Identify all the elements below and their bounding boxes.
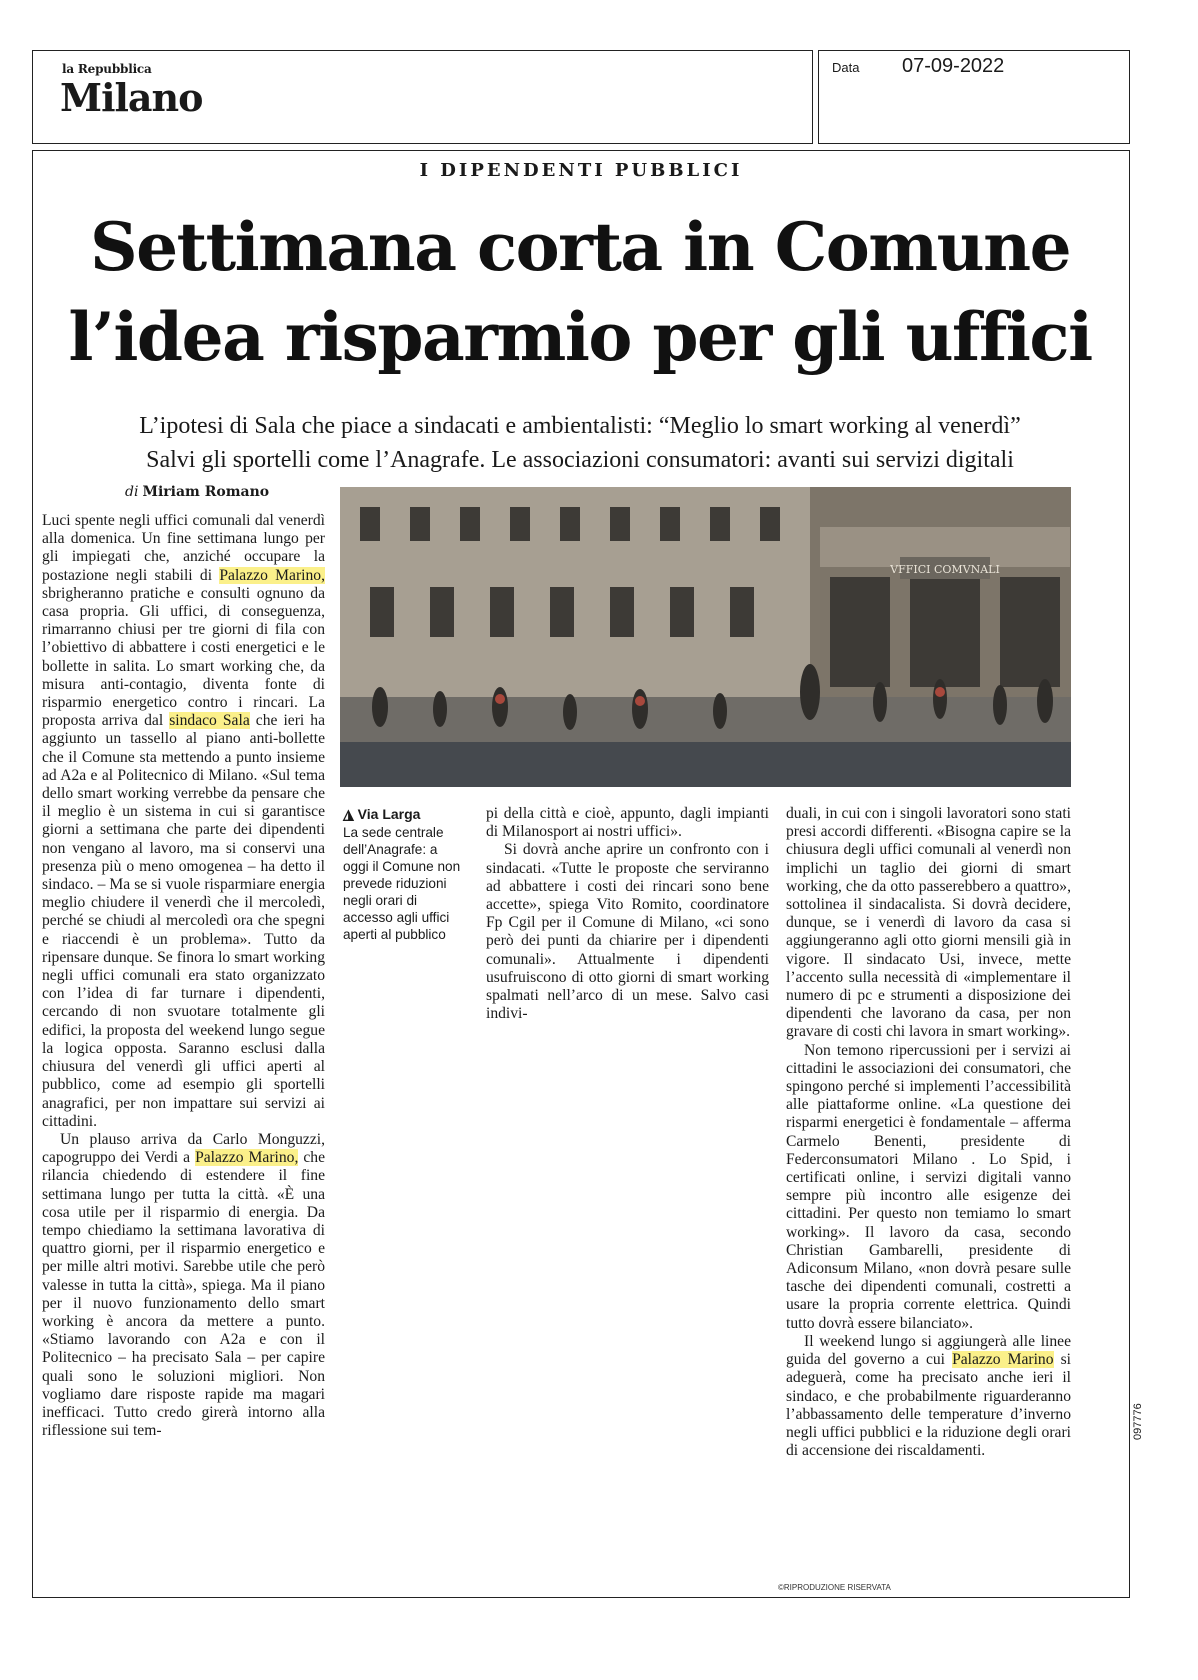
text-run: che ieri ha aggiunto un tassello al piano anti-bollette che il Comune sta mettendo a punto insieme ad A2a e al Politecnico di Milano. «Sul tema dello smart working verrebbe da pensare che il meglio è un sistema in cui si garantisce giorni a settimana che parte dei dipendenti non vengano al lavoro, ma si conservi una presenza più o meno omogenea – ha detto il sindaco. – Ma se si vuole risparmiare energia meglio chiudere il venerdì che il mercoledì, perché se chiudi al mercoledì ora che spegni e riaccendi è un problema». Tutto da ripensare dunque. Se finora lo smart working negli uffici comunali era stato organizzato con l’idea di far turnare i dipendenti, cercando di non svuotare totalmente gli edifici, la proposta del weekend lungo segue la logica opposta. Saranno esclusi dalla chiusura del venerdì gli uffici aperti al pubblico, come ad esempio gli sportelli anagrafici, per non impattare sui servizi ai cittadini. bbox=[42, 712, 325, 1130]
byline bbox=[125, 484, 269, 500]
paragraph bbox=[42, 512, 325, 1131]
text-run: che rilancia chiedendo di estendere il fine settimana lungo per tutta la città. «È una cosa utile per il risparmio di energia. Da tempo chiediamo la settimana lavorativa di quattro giorni, per il risparmio energetico e per mille altri motivi. Sarebbe utile che però valesse in tutta la città», spiega. Ma il piano per il nuovo funzionamento dello smart working è ancora da mettere a punto. «Stiamo lavorando con A2a e con il Politecnico – ha precisato Sala – per capire quali sono le soluzioni migliori. Non vogliamo dare risposte rapide ma magari inefficaci. Tutto credo girerà intorno alla riflessione sui tem- bbox=[42, 1149, 325, 1440]
article-column-1 bbox=[42, 512, 325, 1440]
paragraph bbox=[786, 1333, 1071, 1460]
text-run: sbrigheranno pratiche e consulti ognuno da casa propria. Gli uffici, di conseguenza, rimarranno chiusi per tre giorni di fila con l’obiettivo di abbattere i costi energetici e le bollette in salita. Lo smart working che, da misura anti-contagio, diventa fonte di risparmio energetico contro i rincari. La proposta arriva dal bbox=[42, 584, 325, 730]
text-run: Luci spente negli uffici comunali dal venerdì alla domenica. Un fine settimana lungo per gli impiegati che, anziché occupare la postazione negli stabili di bbox=[42, 512, 325, 584]
triangle-pointer-icon: ◮ bbox=[343, 806, 354, 822]
headline-line-1: Settimana corta in Comune bbox=[89, 208, 1071, 286]
date-label: Data bbox=[832, 60, 860, 75]
building-sign: VFFICI COMVNALI bbox=[890, 563, 1000, 576]
paragraph bbox=[42, 1131, 325, 1440]
photo-caption-title bbox=[343, 806, 420, 823]
article-photo bbox=[340, 487, 1071, 787]
edition-name: Milano bbox=[60, 75, 203, 120]
highlighted-text: sindaco Sala bbox=[169, 712, 250, 730]
paragraph: Si dovrà anche aprire un confronto con i sindacati. «Tutte le proposte che serviranno ad abbattere i costi dei rincari sono bene accette», spiega Vito Romito, coordinatore Fp Cgil per il Comune di Milano, «ci sono però dei punti da chiarire per i dipendenti comunali». Attualmente i dipendenti usufruiscono di otto giorni di smart working spalmati nell’arco di un mese. Salvo casi indivi- bbox=[486, 841, 769, 1023]
article-column-4 bbox=[786, 805, 1071, 1460]
article-kicker: I DIPENDENTI PUBBLICI bbox=[419, 160, 743, 181]
paragraph: Non temono ripercussioni per i servizi ai cittadini le associazioni dei consumatori, che spingono perché si implementi l’accessibilità alle piattaforme online. «La questione dei risparmi energetici è fondamentale – afferma Carmelo Benenti, presidente di Federconsumatori Milano . Lo Spid, i certificati online, i servizi digitali vanno sempre più incontro alle esigenze dei cittadini. Per questo non temiamo lo smart working». Il lavoro da casa, secondo Christian Gambarelli, presidente di Adiconsum Milano, «non dovrà pesare sulle tasche dei dipendenti comunali, costretti a usare la propria corrente elettrica. Quindi tutto dovrà essere bilanciato». bbox=[786, 1041, 1071, 1332]
building-photo-illustration bbox=[340, 487, 1071, 787]
paper-name: la Repubblica bbox=[62, 62, 152, 76]
highlighted-text: Palazzo Marino, bbox=[219, 566, 325, 584]
highlighted-text: Palazzo Marino, bbox=[195, 1149, 299, 1167]
copyright-notice: ©RIPRODUZIONE RISERVATA bbox=[778, 1583, 891, 1592]
text-run: Il weekend lungo si aggiungerà alle linee guida del governo a cui bbox=[786, 1332, 1071, 1369]
text-run: Un plauso arriva da Carlo Monguzzi, capogruppo dei Verdi a bbox=[42, 1130, 325, 1167]
subheadline-line-1: L’ipotesi di Sala che piace a sindacati e ambientalisti: “Meglio lo smart working al venerdì” bbox=[139, 413, 1021, 439]
byline-prefix: di bbox=[125, 484, 139, 500]
paragraph: pi della città e cioè, appunto, dagli impianti di Milanosport ai nostri uffici». bbox=[486, 805, 769, 841]
photo-caption-text: La sede centrale dell’Anagrafe: a oggi il Comune non prevede riduzioni negli orari di accesso agli uffici aperti al pubblico bbox=[343, 825, 461, 942]
author-name: Miriam Romano bbox=[142, 484, 270, 500]
caption-location: Via Larga bbox=[357, 806, 421, 822]
date-value: 07-09-2022 bbox=[902, 55, 1005, 77]
text-run: si adeguerà, come ha precisato anche ieri il sindaco, e che probabilmente riguarderanno l’abbassamento delle temperature d’inverno negli uffici pubblici e la riduzione degli orari di accensione dei riscaldamenti. bbox=[786, 1351, 1071, 1460]
headline-line-2: l’idea risparmio per gli uffici bbox=[68, 298, 1092, 376]
highlighted-text: Palazzo Marino bbox=[952, 1351, 1054, 1369]
subheadline-line-2: Salvi gli sportelli come l’Anagrafe. Le associazioni consumatori: avanti sui servizi digitali bbox=[146, 447, 1014, 473]
document-code: 097776 bbox=[1132, 1403, 1144, 1440]
paragraph: duali, in cui con i singoli lavoratori sono stati presi accordi differenti. «Bisogna capire se la chiusura degli uffici comunali al venerdì non implichi un taglio dei giorni di smart working, che da otto passerebbero a quattro», sottolinea il sindacalista. Si dovrà decidere, dunque, se i venerdì di lavoro da casa si aggiungeranno agli otto giorni mensili già in vigore. Il sindacato Usi, invece, mette l’accento sulla necessità di «implementare il numero di pc e strumenti a disposizione dei dipendenti che lavorano da casa, per non gravare di costi chi lavora in smart working». bbox=[786, 805, 1071, 1041]
article-column-3 bbox=[486, 805, 769, 1023]
